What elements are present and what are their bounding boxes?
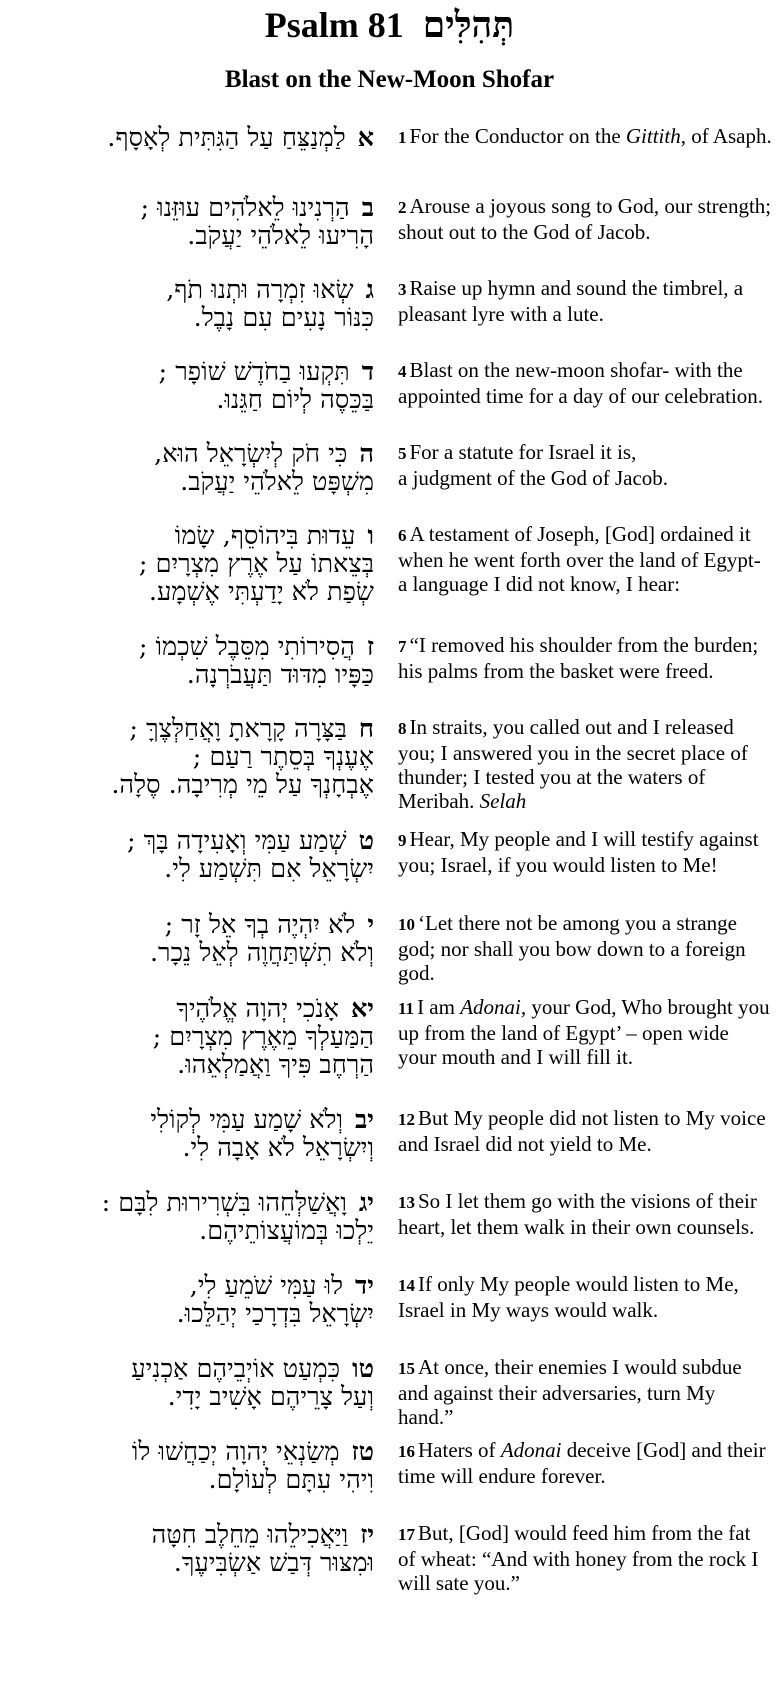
hebrew-line [8,1272,374,1300]
hebrew-line [8,276,374,304]
english-text [398,1355,772,1429]
verse-number: 14 [398,1276,415,1295]
hebrew-text [8,1272,374,1328]
italic-term: Gittith [625,124,681,148]
hebrew-text [8,124,374,152]
hebrew-line-text: כִּמְעַט אוֹיְבֵיהֶם אַכְנִיעַ [131,1354,341,1384]
verse-number: 1 [398,128,407,147]
hebrew-line [8,633,374,661]
hebrew-line [8,304,374,332]
hebrew-line-text: שְׂאוּ זִמְרָה וּתְנוּ תֹף, [166,275,354,305]
english-verse-text: A testament of Joseph, [God] ordained it when he went forth over the land of Egypt- a language I did not know, I hear: [398,522,761,596]
hebrew-verse-number: ד [361,357,374,387]
hebrew-text [8,633,374,689]
english-text [398,1106,772,1156]
hebrew-line-text: יִשְׂרָאֵל בִּדְרָכַי יְהַלֵּכוּ. [176,1299,374,1329]
hebrew-line-text: אֶעֶנְךָ בְּסֵתֶר רַעַם ; [192,742,374,772]
english-text [398,995,772,1069]
hebrew-line-text: וְלֹא תִשְׁתַּחֲוֶה לְאֵל נֵכָר. [149,938,374,968]
hebrew-line-text: וַיַּאֲכִילֵהוּ מֵחֵלֶב חִטָּה [151,1520,349,1550]
english-text [398,440,772,490]
hebrew-text [8,827,374,883]
verse-number: 5 [398,444,407,463]
english-text [398,522,772,596]
hebrew-line-text: וְיִשְׂרָאֵל לֹא אָבָה לִי. [182,1133,374,1163]
hebrew-line-text: לֹא יִהְיֶה בְךָ אֵל זָר ; [164,910,356,940]
hebrew-line [8,550,374,578]
verse-row [0,715,779,827]
hebrew-verse-number: א [357,123,374,153]
hebrew-line-text: בַּצָּרָה קָרָאתָ וָאֲחַלְּצֶךָּ ; [129,714,347,744]
hebrew-verse-number: יא [350,994,374,1024]
english-text [398,827,772,877]
verse-number: 8 [398,719,407,738]
hebrew-verse-number: ט [358,826,374,856]
hebrew-line-text: הַמַּעַלְךָ מֵאֶרֶץ מִצְרָיִם ; [152,1022,374,1052]
english-text [398,1438,772,1488]
verse-number: 2 [398,198,407,217]
hebrew-line [8,468,374,496]
hebrew-verse-number: ז [366,632,374,662]
hebrew-line [8,1300,374,1328]
hebrew-line-text: אֶבְחָנְךָ עַל מֵי מְרִיבָה. סֶלָה. [111,770,374,800]
hebrew-verse-number: יג [358,1188,374,1218]
english-verse-text: I am Adonai, your God, Who brought you up from the land of Egypt’ – open wide your mouth and I will fill it. [398,995,770,1069]
verse-row [0,1355,779,1438]
hebrew-line [8,995,374,1023]
hebrew-line [8,743,374,771]
verse-row [0,124,779,194]
verse-row [0,995,779,1106]
verse-number: 15 [398,1359,415,1378]
english-verse-text: Arouse a joyous song to God, our strength; shout out to the God of Jacob. [398,194,772,244]
english-text [398,358,772,408]
verse-number: 6 [398,526,407,545]
hebrew-line-text: וְעַל צָרֵיהֶם אָשִׁיב יָדִי. [167,1382,374,1412]
hebrew-line [8,1383,374,1411]
verse-number: 10 [398,915,415,934]
hebrew-text [8,911,374,967]
hebrew-line [8,522,374,550]
hebrew-line-text: תִּקְעוּ בַחֹדֶשׁ שׁוֹפָר ; [158,357,350,387]
hebrew-line-text: מִשְׁפָּט לֵאלֹהֵי יַעֲקֹב. [180,467,374,497]
verse-row [0,1438,779,1521]
hebrew-line [8,661,374,689]
hebrew-line-text: כִּי חֹק לְיִשְׂרָאֵל הוּא, [154,439,348,469]
hebrew-text [8,1521,374,1577]
hebrew-line-text: עֵדוּת בִּיהוֹסֵף, שָׂמוֹ [174,521,356,551]
hebrew-text [8,715,374,799]
hebrew-line-text: הֲסִירוֹתִי מִסֵּבֶל שִׁכְמוֹ ; [138,632,355,662]
verse-row [0,827,779,911]
hebrew-verse-number: טז [351,1437,374,1467]
hebrew-verse-number: טו [352,1354,374,1384]
hebrew-line-text: וּמִצּוּר דְּבַשׁ אַשְׂבִּיעֶךָ. [173,1548,374,1578]
hebrew-line [8,1106,374,1134]
hebrew-text [8,995,374,1079]
hebrew-line [8,715,374,743]
hebrew-line [8,911,374,939]
english-verse-text: But, [God] would feed him from the fat of wheat: “And with honey from the rock I will sate you.” [398,1521,759,1595]
page-subtitle: Blast on the New-Moon Shofar [224,66,555,93]
verse-row [0,1272,779,1355]
hebrew-line [8,1355,374,1383]
verse-row [0,1189,779,1272]
english-verse-text: At once, their enemies I would subdue and against their adversaries, turn My hand.” [398,1355,742,1429]
hebrew-text [8,194,374,250]
hebrew-line [8,1023,374,1051]
hebrew-line-text: בַּכֵּסֶה לְיוֹם חַגֵּנוּ. [216,385,374,415]
hebrew-line [8,771,374,799]
title-english: Psalm 81 [264,5,404,45]
hebrew-line [8,578,374,606]
english-verse-text: In straits, you called out and I released you; I answered you in the secret place of thunder; I tested you at the waters of Meribah. Selah [398,715,748,813]
hebrew-line [8,1134,374,1162]
hebrew-verse-number: ב [361,193,374,223]
hebrew-line [8,1549,374,1577]
hebrew-line-text: לַמְנַצֵּחַ עַל הַגִּתִּית לְאָסָף. [107,123,346,153]
hebrew-text [8,1106,374,1162]
hebrew-line [8,1217,374,1245]
verse-number: 17 [398,1525,415,1544]
italic-term: Adonai, [460,995,527,1019]
english-text [398,633,772,683]
verse-number: 3 [398,280,407,299]
english-verse-text: Hear, My people and I will testify against you; Israel, if you would listen to Me! [398,827,759,877]
verse-number: 9 [398,831,407,850]
hebrew-verse-number: ג [365,275,374,305]
english-text [398,1272,772,1322]
hebrew-line [8,827,374,855]
english-text [398,276,772,326]
english-text [398,194,772,244]
verse-row [0,194,779,276]
hebrew-line-text: כַּפָּיו מִדּוּד תַּעֲבֹרְנָה. [186,660,374,690]
english-verse-text: Haters of Adonai deceive [God] and their time will endure forever. [398,1438,766,1488]
hebrew-line [8,194,374,222]
english-verse-text: For the Conductor on the Gittith, of Asaph. [409,124,772,148]
verse-row [0,522,779,633]
hebrew-line [8,358,374,386]
hebrew-line [8,1189,374,1217]
hebrew-line-text: כִּנּוֹר נָעִים עִם נָבֶל. [193,303,374,333]
hebrew-line-text: הַרְחֶב פִּיךָ וַאֲמַלְאֵהוּ. [177,1050,374,1080]
hebrew-line [8,386,374,414]
hebrew-verse-number: יד [355,1271,374,1301]
hebrew-line-text: לוּ עַמִּי שֹׁמֵעַ לִי, [189,1271,344,1301]
title-hebrew: תְּהִלִּים [422,5,515,45]
hebrew-line-text: יֵלְכוּ בְּמוֹעֲצוֹתֵיהֶם. [199,1216,374,1246]
english-verse-text: “I removed his shoulder from the burden; his palms from the basket were freed. [398,633,759,683]
english-text [398,124,772,150]
page-title [0,0,779,50]
hebrew-verse-number: י [367,910,374,940]
italic-term: Selah [479,789,527,813]
hebrew-line-text: וִיהִי עִתָּם לְעוֹלָם. [208,1465,374,1495]
hebrew-line [8,1521,374,1549]
verse-row [0,358,779,440]
verse-row [0,1106,779,1189]
english-text [398,1189,772,1239]
hebrew-text [8,1438,374,1494]
english-verse-text: Blast on the new-moon shofar- with the appointed time for a day of our celebration. [398,358,764,408]
hebrew-verse-number: ח [358,714,374,744]
hebrew-line [8,440,374,468]
verse-row [0,633,779,715]
hebrew-text [8,276,374,332]
hebrew-line-text: מְשַׂנְאֵי יְהוָה יְכַחֲשׁוּ לוֹ [131,1437,340,1467]
hebrew-line-text: יִשְׂרָאֵל אִם תִּשְׁמַע לִי. [164,854,374,884]
hebrew-line-text: שְׁמַע עַמִּי וְאָעִידָה בָּךְ ; [127,826,347,856]
verse-row [0,1521,779,1603]
english-verse-text: So I let them go with the visions of their heart, let them walk in their own counsels. [398,1189,757,1239]
verse-row [0,911,779,995]
hebrew-line [8,1438,374,1466]
english-text [398,1521,772,1595]
english-verse-text: For a statute for Israel it is, a judgment of the God of Jacob. [398,440,669,490]
hebrew-line-text: הָרִיעוּ לֵאלֹהֵי יַעֲקֹב. [187,221,374,251]
hebrew-line [8,124,374,152]
hebrew-text [8,440,374,496]
italic-term: Adonai [500,1438,562,1462]
verse-list [0,124,779,1603]
english-verse-text: ‘Let there not be among you a strange god; nor shall you bow down to a foreign god. [398,911,746,985]
verse-number: 7 [398,637,407,656]
hebrew-verse-number: ו [367,521,374,551]
english-verse-text: Raise up hymn and sound the timbrel, a pleasant lyre with a lute. [398,276,744,326]
hebrew-line [8,939,374,967]
hebrew-verse-number: יב [355,1105,374,1135]
hebrew-line-text: וָאֲשַׁלְּחֵהוּ בִּשְׁרִירוּת לִבָּם : [101,1188,347,1218]
hebrew-text [8,358,374,414]
hebrew-line-text: וְלֹא שָׁמַע עַמִּי לְקוֹלִי [150,1105,344,1135]
hebrew-line [8,1466,374,1494]
hebrew-line-text: הַרְנִינוּ לֵאלֹהִים עוּזֵּנוּ ; [140,193,350,223]
english-verse-text: If only My people would listen to Me, Israel in My ways would walk. [398,1272,739,1322]
verse-number: 16 [398,1442,415,1461]
hebrew-line-text: אָנֹכִי יְהוָה אֱלֹהֶיךָ [176,994,339,1024]
verse-number: 11 [398,999,415,1018]
hebrew-verse-number: ה [359,439,374,469]
hebrew-line-text: בְּצֵאתוֹ עַל אֶרֶץ מִצְרָיִם ; [138,549,374,579]
hebrew-line [8,1051,374,1079]
verse-row [0,440,779,522]
hebrew-text [8,1355,374,1411]
hebrew-line-text: שְׂפַת לֹא יָדַעְתִּי אֶשְׁמָע. [148,577,374,607]
english-verse-text: But My people did not listen to My voice and Israel did not yield to Me. [398,1106,766,1156]
english-text [398,715,772,813]
verse-row [0,276,779,358]
hebrew-text [8,1189,374,1245]
hebrew-line [8,222,374,250]
verse-number: 4 [398,362,407,381]
verse-number: 12 [398,1110,415,1129]
hebrew-line [8,855,374,883]
hebrew-text [8,522,374,606]
hebrew-verse-number: יז [360,1520,374,1550]
english-text [398,911,772,985]
verse-number: 13 [398,1193,415,1212]
